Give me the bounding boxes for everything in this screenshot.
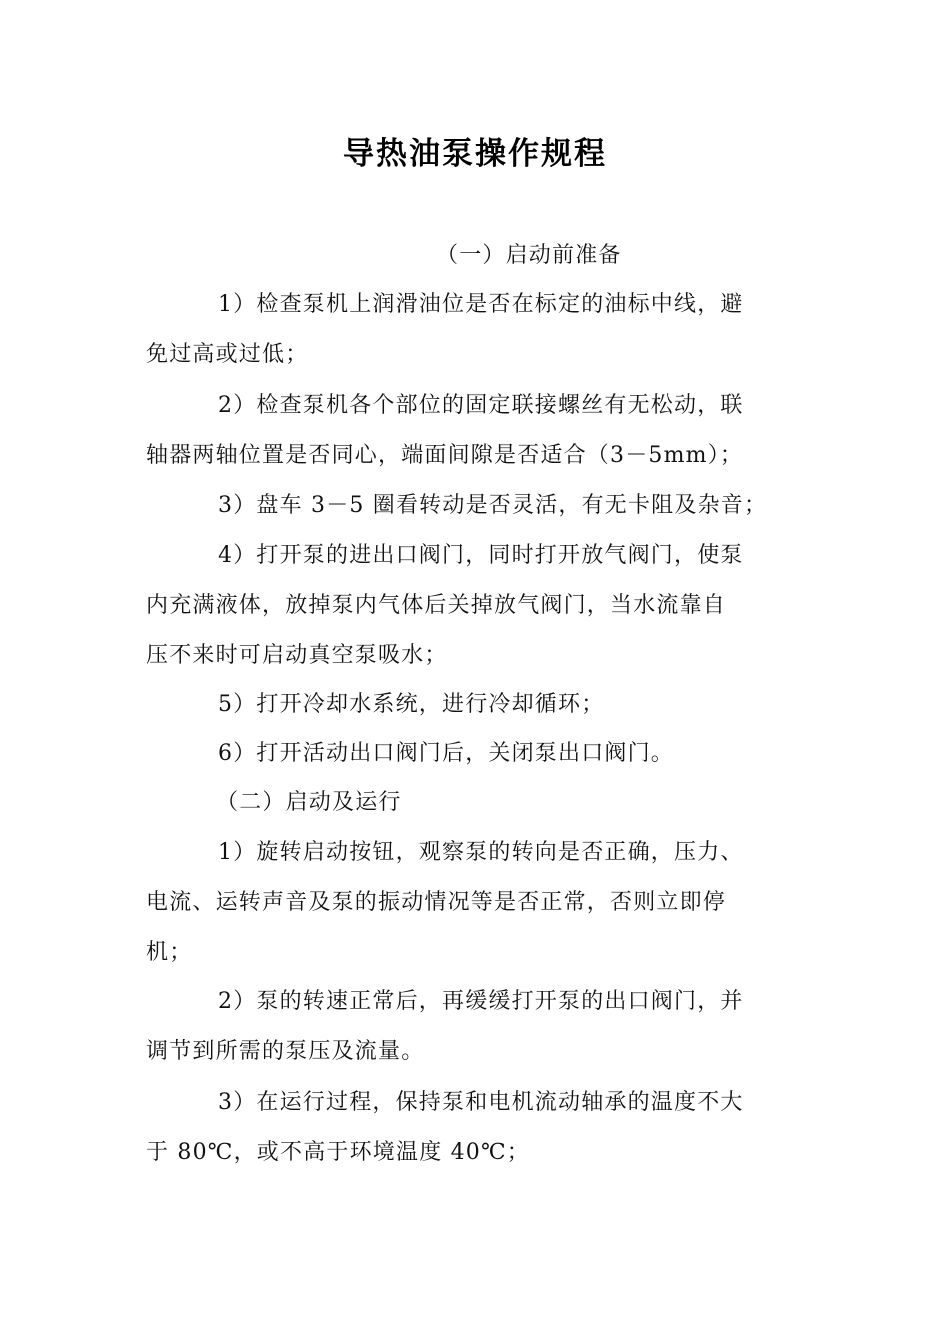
section-heading-1: （一）启动前准备 xyxy=(436,243,622,268)
paragraph-line: 2）泵的转速正常后，再缓缓打开泵的出口阀门，并 xyxy=(218,989,744,1014)
paragraph-line: 5）打开冷却水系统，进行冷却循环； xyxy=(218,692,605,717)
paragraph-line: 轴器两轴位置是否同心，端面间隙是否适合（3－5mm）； xyxy=(146,443,744,468)
section-heading-2: （二）启动及运行 xyxy=(216,790,402,815)
paragraph-line: 机； xyxy=(146,940,193,965)
paragraph-line: 调节到所需的泵压及流量。 xyxy=(146,1039,425,1064)
paragraph-line: 6）打开活动出口阀门后，关闭泵出口阀门。 xyxy=(218,741,674,766)
document-title: 导热油泵操作规程 xyxy=(343,136,607,172)
paragraph-line: 1）旋转启动按钮，观察泵的转向是否正确，压力、 xyxy=(218,840,744,865)
paragraph-line: 4）打开泵的进出口阀门，同时打开放气阀门，使泵 xyxy=(218,543,744,568)
paragraph-line: 1）检查泵机上润滑油位是否在标定的油标中线，避 xyxy=(218,292,744,317)
paragraph-line: 压不来时可启动真空泵吸水； xyxy=(146,643,448,668)
paragraph-line: 内充满液体，放掉泵内气体后关掉放气阀门，当水流靠自 xyxy=(146,593,727,618)
paragraph-line: 3）在运行过程，保持泵和电机流动轴承的温度不大 xyxy=(218,1090,744,1115)
paragraph-line: 2）检查泵机各个部位的固定联接螺丝有无松动，联 xyxy=(218,393,744,418)
paragraph-line: 于 80℃，或不高于环境温度 40℃； xyxy=(146,1140,530,1165)
paragraph-line: 免过高或过低； xyxy=(146,342,309,367)
paragraph-line: 电流、运转声音及泵的振动情况等是否正常，否则立即停 xyxy=(146,890,727,915)
paragraph-line: 3）盘车 3－5 圈看转动是否灵活，有无卡阻及杂音； xyxy=(218,493,768,518)
